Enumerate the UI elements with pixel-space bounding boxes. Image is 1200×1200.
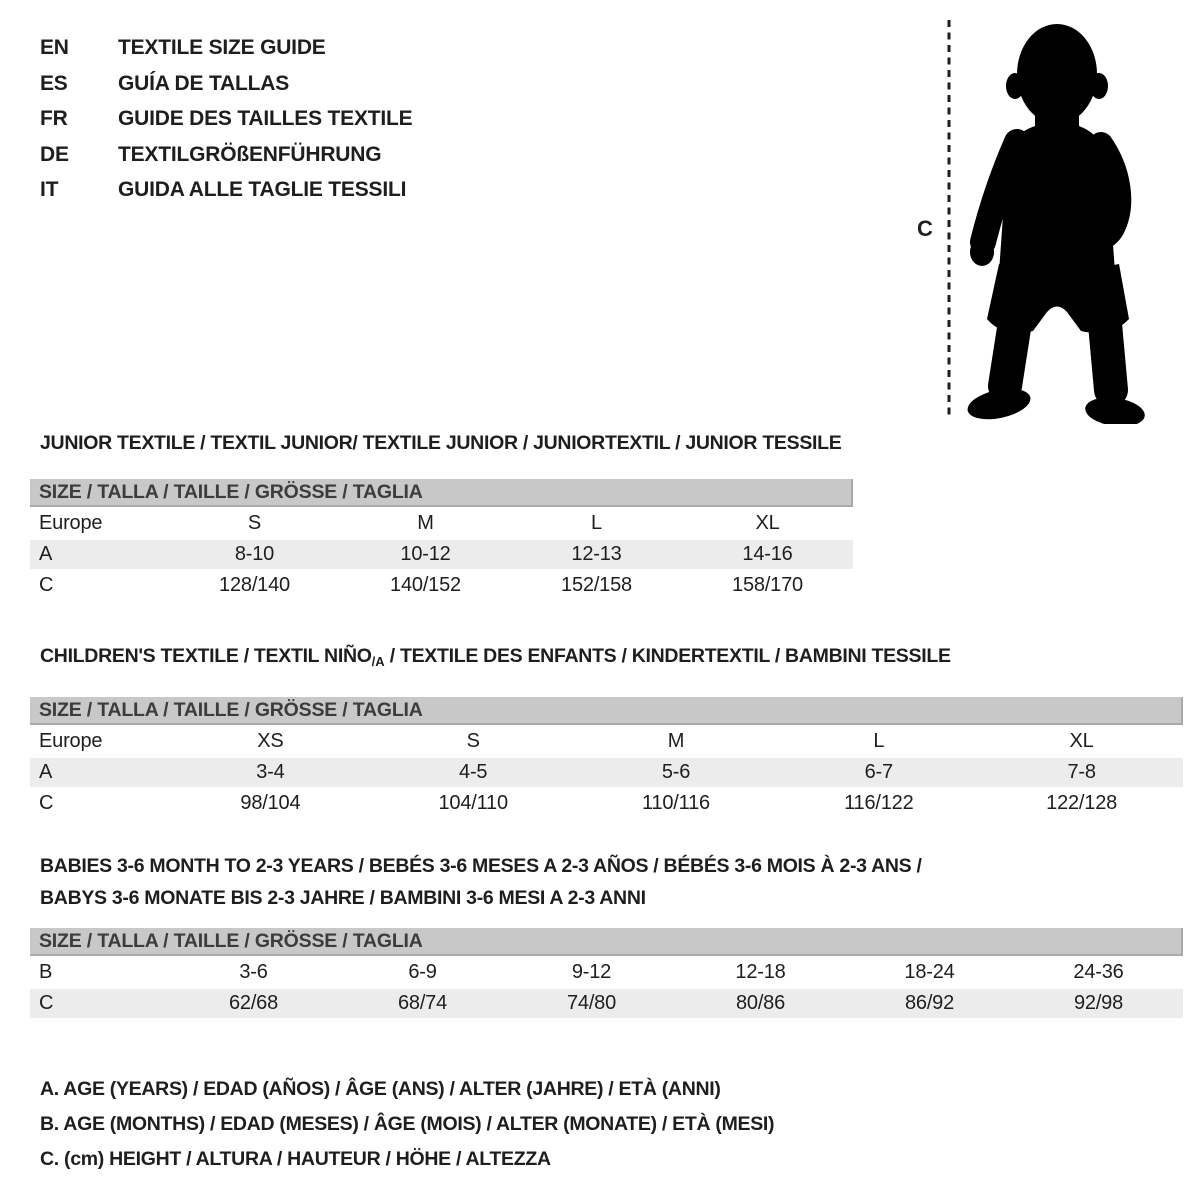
language-code: EN — [40, 36, 69, 59]
value-cell: 68/74 — [338, 989, 507, 1018]
footnotes-block — [40, 1072, 774, 1177]
value-cell: 74/80 — [507, 989, 676, 1018]
language-title: TEXTILGRÖßENFÜHRUNG — [118, 142, 382, 166]
section-title — [40, 850, 1183, 914]
height-measurement-figure — [915, 14, 1155, 426]
value-cell: 5-6 — [575, 758, 778, 787]
row-label-cell: Europe — [39, 512, 103, 534]
value-cell: 110/116 — [642, 792, 710, 814]
footnote: B. AGE (MONTHS) / EDAD (MESES) / ÂGE (MOIS) / ALTER (MONATE) / ETÀ (MESI) — [40, 1113, 775, 1135]
row-label-cell: A — [30, 540, 169, 569]
section-title — [40, 645, 1183, 673]
language-title: GUIDA ALLE TAGLIE TESSILI — [118, 178, 407, 202]
language-row — [40, 101, 412, 137]
footnote: A. AGE (YEARS) / EDAD (AÑOS) / ÂGE (ANS) / ALTER (JAHRE) / ETÀ (ANNI) — [40, 1078, 721, 1100]
value-cell: 9-12 — [571, 961, 612, 983]
value-cell: L — [591, 512, 602, 534]
language-code: DE — [40, 142, 69, 166]
value-cell: 80/86 — [676, 989, 845, 1018]
value-cell: 86/92 — [845, 989, 1014, 1018]
value-cell: S — [466, 730, 480, 752]
value-cell: 8-10 — [169, 540, 340, 569]
language-title: TEXTILE SIZE GUIDE — [118, 36, 326, 59]
size-table — [30, 956, 1183, 1020]
value-cell: 98/104 — [240, 792, 301, 814]
value-cell: 92/98 — [1014, 989, 1183, 1018]
junior-textile-section — [30, 432, 853, 602]
value-cell: M — [667, 730, 685, 752]
row-label-cell: A — [30, 758, 169, 787]
section-title — [40, 432, 853, 455]
value-cell: 140/152 — [390, 574, 461, 596]
height-measure-label: C — [917, 216, 933, 241]
table-row — [30, 509, 853, 538]
value-cell: 4-5 — [372, 758, 575, 787]
childrens-textile-section — [30, 645, 1183, 820]
value-cell: 14-16 — [682, 540, 853, 569]
size-header-bar: SIZE / TALLA / TAILLE / GRÖSSE / TAGLIA — [30, 928, 1183, 956]
row-label-cell: C — [39, 792, 54, 814]
size-table — [30, 725, 1183, 820]
value-cell: 12-13 — [511, 540, 682, 569]
table-row — [30, 571, 853, 600]
row-label-cell: C — [30, 989, 169, 1018]
row-label-cell: C — [39, 574, 54, 596]
language-row — [40, 137, 412, 173]
value-cell: 3-6 — [239, 961, 268, 983]
height-dashed-line — [945, 18, 953, 422]
language-title: GUÍA DE TALLAS — [118, 71, 290, 95]
subscript-text: /A — [371, 654, 385, 669]
toddler-silhouette-icon — [965, 14, 1145, 424]
size-header-bar: SIZE / TALLA / TAILLE / GRÖSSE / TAGLIA — [30, 697, 1183, 725]
language-code: FR — [40, 107, 68, 131]
value-cell: 3-4 — [169, 758, 372, 787]
table-row — [30, 958, 1183, 987]
language-row — [40, 30, 412, 66]
value-cell: 6-7 — [777, 758, 980, 787]
table-row — [30, 989, 1183, 1018]
row-label-cell: Europe — [39, 730, 103, 752]
language-code: ES — [40, 71, 68, 95]
language-row — [40, 66, 412, 102]
size-table — [30, 507, 853, 602]
value-cell: 122/128 — [1046, 792, 1118, 814]
value-cell: 128/140 — [219, 574, 290, 596]
value-cell: 116/122 — [844, 792, 914, 814]
value-cell: 10-12 — [340, 540, 511, 569]
value-cell: L — [873, 730, 885, 752]
table-row — [30, 727, 1183, 756]
value-cell: XL — [755, 512, 780, 534]
value-cell: 62/68 — [169, 989, 338, 1018]
value-cell: 6-9 — [408, 961, 437, 983]
value-cell: 104/110 — [438, 792, 508, 814]
section-title-line: JUNIOR TEXTILE / TEXTIL JUNIOR/ TEXTILE JUNIOR / JUNIORTEXTIL / JUNIOR TESSILE — [40, 432, 842, 454]
table-row — [30, 789, 1183, 818]
value-cell: XS — [257, 730, 284, 752]
value-cell: 158/170 — [732, 574, 803, 596]
value-cell: S — [247, 512, 262, 534]
value-cell: 18-24 — [904, 961, 955, 983]
value-cell: 24-36 — [1073, 961, 1124, 983]
babies-textile-section — [30, 850, 1183, 1020]
language-code: IT — [40, 178, 59, 202]
value-cell: 152/158 — [561, 574, 632, 596]
table-row — [30, 758, 1183, 787]
section-title-line: BABIES 3-6 MONTH TO 2-3 YEARS / BEBÉS 3-6 MESES A 2-3 AÑOS / BÉBÉS 3-6 MOIS À 2-3 ANS / — [40, 855, 922, 877]
language-row — [40, 172, 412, 208]
value-cell: XL — [1069, 730, 1094, 752]
language-title: GUIDE DES TAILLES TEXTILE — [118, 107, 413, 131]
value-cell: M — [417, 512, 434, 534]
value-cell: 7-8 — [980, 758, 1183, 787]
table-row — [30, 540, 853, 569]
language-header-block — [40, 30, 412, 208]
section-title-line: CHILDREN'S TEXTILE / TEXTIL $NIÑO_{/A}$ / TEXTILE DES ENFANTS / KINDERTEXTIL / BAMBINI TESSILE — [40, 645, 951, 669]
row-label-cell: B — [39, 961, 53, 983]
footnote: C. (cm) HEIGHT / ALTURA / HAUTEUR / HÖHE / ALTEZZA — [40, 1148, 551, 1170]
value-cell: 12-18 — [735, 961, 786, 983]
section-title-line: BABYS 3-6 MONATE BIS 2-3 JAHRE / BAMBINI 3-6 MESI A 2-3 ANNI — [40, 887, 646, 909]
size-header-bar: SIZE / TALLA / TAILLE / GRÖSSE / TAGLIA — [30, 479, 853, 507]
